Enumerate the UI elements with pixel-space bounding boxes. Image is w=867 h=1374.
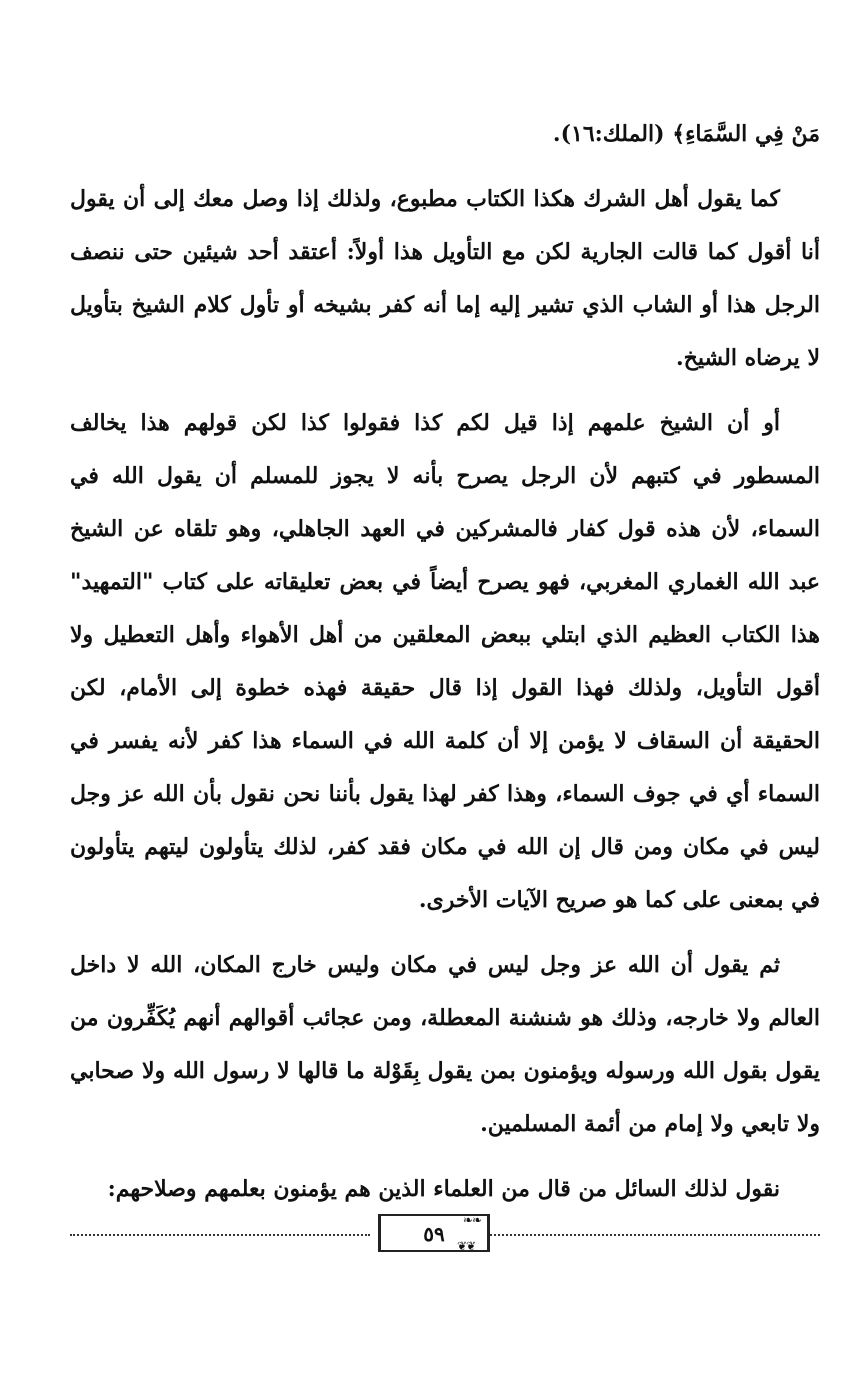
body-text [70,108,820,1228]
paragraph-3: ثم يقول أن الله عز وجل ليس في مكان وليس خارج المكان، الله لا داخل العالم ولا خارجه، وذلك هو شنشنة المعطلة، ومن عجائب أقوالهم أنهم يُكَفِّرون من يقول بقول الله ورسوله ويؤمنون بمن يقول بِقَوْلة ما قالها لا رسول الله ولا صحابي ولا تابعي ولا إمام من أئمة المسلمين. [70,952,820,1137]
paragraph-4: نقول لذلك السائل من قال من العلماء الذين هم يؤمنون بعلمهم وصلاحهم: [107,1176,780,1202]
footer-rule-right [490,1234,820,1236]
footer-rule-left [70,1234,370,1236]
page-footer [70,1212,820,1258]
quran-citation-line: مَنْ فِي السَّمَاءِ﴾ (الملك:١٦). [552,121,820,147]
page-number-frame [378,1214,490,1252]
ornament-top-icon: ❧❧ [462,1213,481,1227]
paragraph-2: أو أن الشيخ علمهم إذا قيل لكم كذا فقولوا كذا لكن قولهم هذا يخالف المسطور في كتبهم لأن الرجل يصرح بأنه لا يجوز للمسلم أن يقول الله في السماء، لأن هذه قول كفار فالمشركين في العهد الجاهلي، وهو تلقاه عن الشيخ عبد الله الغماري المغربي، فهو يصرح أيضاً في بعض تعليقاته على كتاب "التمهيد" هذا الكتاب العظيم الذي ابتلي ببعض المعلقين من أهل الأهواء وأهل التعطيل ولا أقول التأويل، ولذلك فهذا القول إذا قال حقيقة فهذه خطوة إلى الأمام، لكن الحقيقة أن السقاف لا يؤمن إلا أن كلمة الله في السماء هذا كفر لأنه يفسر في السماء أي في جوف السماء، وهذا كفر لهذا يقول بأننا نحن نقول بأن الله عز وجل ليس في مكان ومن قال إن الله في مكان فقد كفر، لذلك يتأولون ليتهم يتأولون في بمعنى على كما هو صريح الآيات الأخرى. [70,410,820,913]
paragraph-1: كما يقول أهل الشرك هكذا الكتاب مطبوع، ولذلك إذا وصل معك إلى أن يقول أنا أقول كما قالت الجارية لكن مع التأويل هذا أولاً: أعتقد أحد شيئين حتى ننصف الرجل هذا أو الشاب الذي تشير إليه إما أنه كفر بشيخه أو تأول كلام الشيخ بتأويل لا يرضاه الشيخ. [70,186,820,371]
page-number: ٥٩ [423,1222,445,1246]
ornament-bottom-icon: ❦❦ [457,1239,476,1253]
